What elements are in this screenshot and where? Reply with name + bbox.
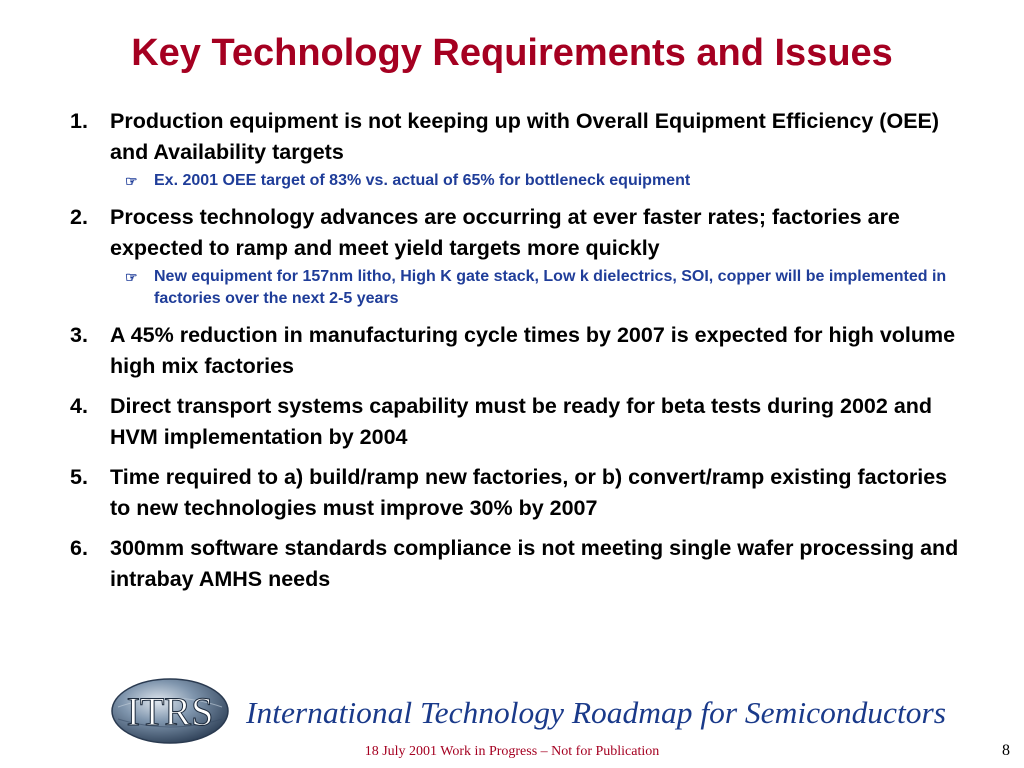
itrs-logo xyxy=(110,677,950,747)
item-number: 5. xyxy=(70,465,88,489)
item-number: 1. xyxy=(70,109,88,133)
list-item xyxy=(70,202,960,264)
item-number: 3. xyxy=(70,323,88,347)
slide-title: Key Technology Requirements and Issues xyxy=(131,32,893,74)
list-item xyxy=(70,106,960,168)
list-item xyxy=(70,391,960,453)
item-text: Process technology advances are occurring at ever faster rates; factories are expected to ramp and meet yield targets more quickly xyxy=(110,205,900,260)
logo-text: ITRS xyxy=(126,689,214,734)
page-number: 8 xyxy=(1002,742,1010,759)
footer-text: 18 July 2001 Work in Progress – Not for Publication xyxy=(364,744,660,759)
slide-content xyxy=(70,106,960,595)
itrs-banner xyxy=(110,677,950,747)
item-text: A 45% reduction in manufacturing cycle times by 2007 is expected for high volume high mix factories xyxy=(110,323,956,378)
item-text: Time required to a) build/ramp new factories, or b) convert/ramp existing factories to new technologies must improve 30% by 2007 xyxy=(110,465,948,520)
list-item xyxy=(70,533,960,595)
sub-bullet-text: New equipment for 157nm litho, High K gate stack, Low k dielectrics, SOI, copper will be implemented in factories over the next 2-5 years xyxy=(154,268,947,307)
sub-bullet xyxy=(125,170,960,192)
item-text: Direct transport systems capability must be ready for beta tests during 2002 and HVM implementation by 2004 xyxy=(110,394,933,449)
item-number: 6. xyxy=(70,536,88,560)
item-number: 2. xyxy=(70,205,88,229)
list-item xyxy=(70,320,960,382)
sub-bullet-text: Ex. 2001 OEE target of 83% vs. actual of 65% for bottleneck equipment xyxy=(154,172,691,189)
banner-text: International Technology Roadmap for Semiconductors xyxy=(244,695,946,730)
item-number: 4. xyxy=(70,394,88,418)
item-text: Production equipment is not keeping up with Overall Equipment Efficiency (OEE) and Availability targets xyxy=(110,109,940,164)
list-item xyxy=(70,462,960,524)
sub-bullet xyxy=(125,266,960,310)
item-text: 300mm software standards compliance is not meeting single wafer processing and intrabay AMHS needs xyxy=(110,536,959,591)
pointing-hand-icon: ☞ xyxy=(125,173,138,189)
pointing-hand-icon: ☞ xyxy=(125,269,138,285)
